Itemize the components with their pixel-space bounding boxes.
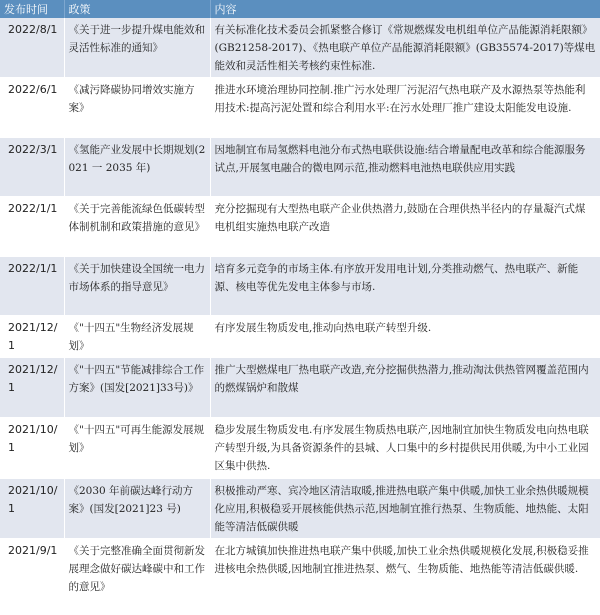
- cell-content: 稳步发展生物质发电.有序发展生物质热电联产,因地制宜加快生物质发电向热电联产转型升级,为具备资源条件的县城、人口集中的乡村提供民用供暖,为中小工业园区集中供热.: [210, 418, 600, 479]
- table-row: [0, 18, 600, 78]
- header-content: 内容: [210, 0, 600, 18]
- table-row: [0, 479, 600, 539]
- header-policy: 政策: [64, 0, 210, 18]
- cell-date: 2021/12/1: [0, 316, 64, 358]
- cell-date: 2022/1/1: [0, 257, 64, 316]
- cell-content: 推进水环境治理协同控制.推广污水处理厂污泥沼气热电联产及水源热泵等热能利用技术:提高污泥处置和综合利用水平:在污水处理厂推广建设太阳能发电设施.: [210, 78, 600, 138]
- table-header: [0, 0, 600, 18]
- table-row: [0, 358, 600, 418]
- table-row: [0, 539, 600, 599]
- cell-date: 2021/10/1: [0, 418, 64, 479]
- cell-date: 2022/1/1: [0, 197, 64, 257]
- cell-date: 2022/8/1: [0, 18, 64, 78]
- cell-policy: 《"十四五"生物经济发展规划》: [64, 316, 210, 358]
- cell-date: 2021/10/1: [0, 479, 64, 539]
- table-body: [0, 18, 600, 599]
- cell-content: 培育多元竞争的市场主体.有序放开发用电计划,分类推动燃气、热电联产、新能源、核电等优先发电主体参与市场.: [210, 257, 600, 316]
- cell-date: 2022/6/1: [0, 78, 64, 138]
- cell-policy: 《氢能产业发展中长期规划(2021 一 2035 年): [64, 138, 210, 197]
- table-row: [0, 257, 600, 316]
- cell-policy: 《"十四五"节能减排综合工作方案》(国发[2021]33号)》: [64, 358, 210, 418]
- cell-policy: 《关于完整准确全面贯彻新发展理念做好碳达峰碳中和工作的意见》: [64, 539, 210, 599]
- cell-content: 因地制宜布局氢燃料电池分布式热电联供设施:结合增量配电改革和综合能源服务试点,开展氢电融合的微电网示范,推动燃料电池热电联供应用实践: [210, 138, 600, 197]
- cell-content: 充分挖掘现有大型热电联产企业供热潜力,鼓励在合理供热半径内的存量凝汽式煤电机组实施热电联产改造: [210, 197, 600, 257]
- cell-policy: 《关于进一步提升煤电能效和灵活性标准的通知》: [64, 18, 210, 78]
- cell-policy: 《"十四五"可再生能源发展规划》: [64, 418, 210, 479]
- cell-date: 2021/9/1: [0, 539, 64, 599]
- cell-date: 2022/3/1: [0, 138, 64, 197]
- cell-content: 积极推动严寒、宾冷地区清洁取暖,推进热电联产集中供暖,加快工业余热供暖规模化应用,积极稳妥开展核能供热示范,因地制宜推行热泵、生物质能、地热能、太阳能等清洁低碳供暖: [210, 479, 600, 539]
- cell-content: 有关标准化技术委员会抓紧整合修订《常规燃煤发电机组单位产品能源消耗限额》(GB21258-2017)、《热电联产单位产品能源消耗限额》(GB35574-2017)等煤电能效和灵活性相关考核约束性标准.: [210, 18, 600, 78]
- cell-policy: 《关于完善能流绿色低碳转型体制机制和政策措施的意见》: [64, 197, 210, 257]
- table-row: [0, 418, 600, 479]
- table-row: [0, 138, 600, 197]
- cell-policy: 《减污降碳协同增效实施方案》: [64, 78, 210, 138]
- cell-content: 推广大型燃煤电厂热电联产改造,充分挖掘供热潜力,推动淘汰供热管网覆盖范围内的燃煤锅炉和散煤: [210, 358, 600, 418]
- table-row: [0, 78, 600, 138]
- cell-policy: 《2030 年前碳达峰行动方案》(国发[2021]23 号): [64, 479, 210, 539]
- header-row: [0, 0, 600, 18]
- header-date: 发布时间: [0, 0, 64, 18]
- cell-date: 2021/12/1: [0, 358, 64, 418]
- cell-content: 在北方城镇加快推进热电联产集中供暖,加快工业余热供暖规模化发展,积极稳妥推进核电余热供暖,因地制宜推进热泵、燃气、生物质能、地热能等清洁低碳供暖.: [210, 539, 600, 599]
- table-row: [0, 197, 600, 257]
- cell-content: 有序发展生物质发电,推动向热电联产转型升级.: [210, 316, 600, 358]
- table-row: [0, 316, 600, 358]
- cell-policy: 《关于加快建设全国统一电力市场体系的指导意见》: [64, 257, 210, 316]
